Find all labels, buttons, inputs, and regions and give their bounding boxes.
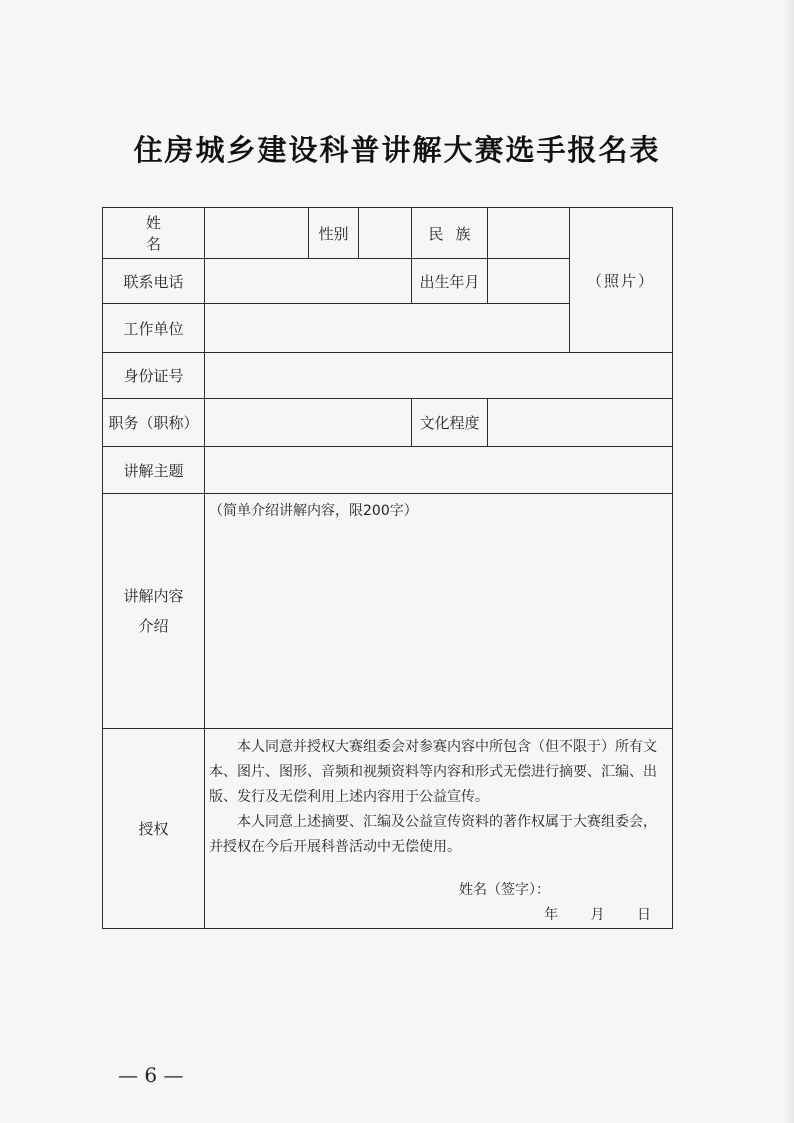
authorization-paragraph-1: 本人同意并授权大赛组委会对参赛内容中所包含（但不限于）所有文本、图片、图形、音频和视频资料等内容和形式无偿进行摘要、汇编、出版、发行及无偿利用上述内容用于公益宣传。 [209, 739, 657, 805]
authorization-paragraph-2: 本人同意上述摘要、汇编及公益宣传资料的著作权属于大赛组委会，并授权在今后开展科普活动中无偿使用。 [209, 814, 657, 855]
signature-line[interactable]: 姓名（签字）： [459, 882, 550, 898]
photo-box[interactable]: （照片） [570, 208, 673, 353]
name-field[interactable] [205, 208, 309, 259]
page-number: — 6 — [118, 1063, 184, 1087]
form-row-content [103, 494, 673, 729]
employer-field[interactable] [205, 304, 570, 353]
ethnicity-field[interactable] [488, 208, 570, 259]
form-row-id [103, 353, 673, 399]
form-row-authorization [103, 729, 673, 929]
content-intro-hint: （简单介绍讲解内容，限200字） [209, 503, 418, 519]
name-label: 姓名 [103, 208, 205, 259]
topic-field[interactable] [205, 447, 673, 494]
education-label: 文化程度 [412, 399, 488, 447]
birth-field[interactable] [488, 259, 570, 304]
authorization-label: 授权 [103, 729, 205, 929]
content-intro-label-line2: 介绍 [138, 617, 169, 635]
employer-label: 工作单位 [103, 304, 205, 353]
form-row-name [103, 208, 673, 259]
registration-form-table [102, 207, 673, 929]
position-field[interactable] [205, 399, 412, 447]
ethnicity-label: 民族 [412, 208, 488, 259]
gender-label: 性别 [309, 208, 359, 259]
form-row-topic [103, 447, 673, 494]
date-line[interactable]: 年 月 日 [544, 907, 652, 923]
page-title: 住房城乡建设科普讲解大赛选手报名表 [133, 133, 661, 167]
topic-label: 讲解主题 [103, 447, 205, 494]
authorization-text-cell [205, 729, 673, 929]
phone-field[interactable] [205, 259, 412, 304]
education-field[interactable] [488, 399, 673, 447]
content-intro-field[interactable] [205, 494, 673, 729]
gender-field[interactable] [359, 208, 412, 259]
id-number-label: 身份证号 [103, 353, 205, 399]
position-label: 职务（职称） [103, 399, 205, 447]
birth-label: 出生年月 [412, 259, 488, 304]
form-row-position [103, 399, 673, 447]
id-number-field[interactable] [205, 353, 673, 399]
content-intro-label-line1: 讲解内容 [123, 587, 184, 605]
content-intro-label [103, 494, 205, 729]
phone-label: 联系电话 [103, 259, 205, 304]
